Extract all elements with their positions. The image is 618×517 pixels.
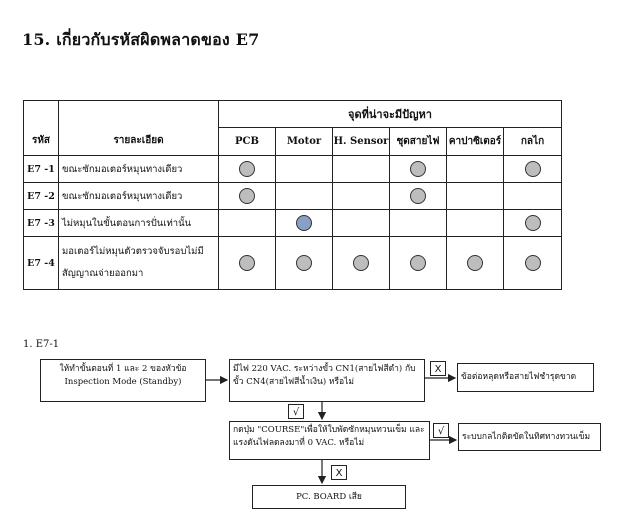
- error-description: มอเตอร์ไม่หมุนตัวตรวจจับรอบไม่มีสัญญาณจ่ายออกมา: [59, 237, 219, 290]
- flow-result-mechanism: ระบบกลไกติดขัดในทิศทางทวนเข็ม: [458, 423, 601, 451]
- yes-check-icon: √: [433, 423, 449, 438]
- no-mark-icon: X: [430, 361, 446, 376]
- flow-step-pc-board: PC. BOARD เสีย: [252, 485, 406, 509]
- no-mark-icon: X: [331, 465, 347, 480]
- flow-step-inspection-mode: ให้ทำขั้นตอนที่ 1 และ 2 ของหัวข้อ Inspection Mode (Standby): [40, 359, 206, 402]
- flow-result-wiring: ข้อต่อหลุดหรือสายไฟชำรุดขาด: [457, 363, 594, 392]
- error-description: ขณะซักมอเตอร์หมุนทางเดียว: [59, 156, 219, 183]
- page-title: 15. เกี่ยวกับรหัสผิดพลาดของ E7: [22, 30, 260, 49]
- error-description: ไม่หมุนในขั้นตอนการปั่นเท่านั้น: [59, 210, 219, 237]
- error-code: E7 -1: [24, 156, 59, 183]
- column-header: ชุดสายไฟ: [390, 128, 447, 156]
- flow-step-course-button: กดปุ่ม "COURSE"เพื่อให้ใบพัดซักหมุนทวนเข็ม และแรงดันไฟลดลงมาที่ 0 VAC. หรือไม่: [229, 421, 430, 460]
- column-header: กลไก: [504, 128, 562, 156]
- code-header: รหัส: [24, 101, 59, 156]
- error-code: E7 -4: [24, 237, 59, 290]
- column-header: Motor: [276, 128, 333, 156]
- error-code: E7 -3: [24, 210, 59, 237]
- column-header: คาปาซิเตอร์: [447, 128, 504, 156]
- column-header: H. Sensor: [333, 128, 390, 156]
- flow-step-voltage-check: มีไฟ 220 VAC. ระหว่างขั้ว CN1(สายไฟสีดำ) กับขั้ว CN4(สายไฟสีน้ำเงิน) หรือไม่: [229, 359, 425, 402]
- column-header: PCB: [219, 128, 276, 156]
- yes-check-icon: √: [288, 404, 304, 419]
- description-header: รายละเอียด: [59, 101, 219, 156]
- section-heading: 1. E7-1: [23, 339, 60, 350]
- problem-points-header: จุดที่น่าจะมีปัญหา: [219, 101, 562, 128]
- error-code: E7 -2: [24, 183, 59, 210]
- error-description: ขณะซักมอเตอร์หมุนทางเดียว: [59, 183, 219, 210]
